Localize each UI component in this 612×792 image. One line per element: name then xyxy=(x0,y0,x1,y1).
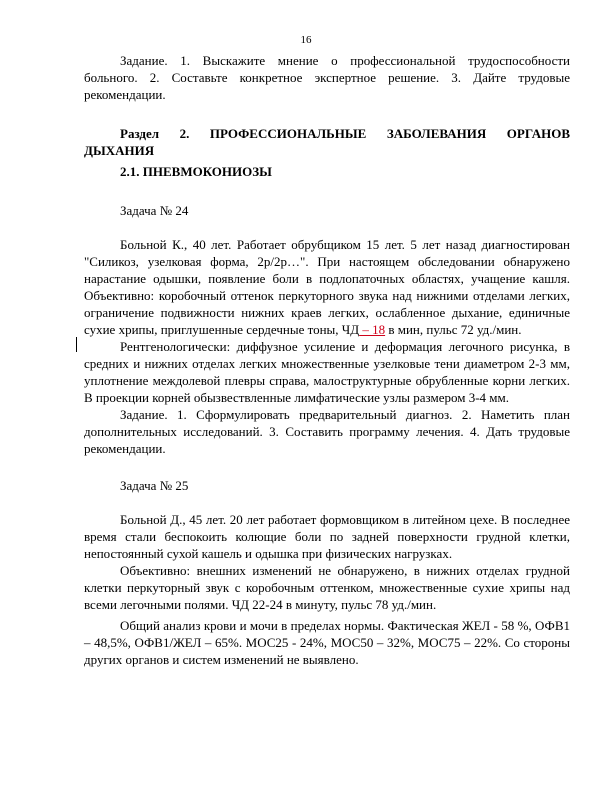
task-24-xray: Рентгенологически: диффузное усиление и деформация легочного рисунка, в средних и нижних отделах легких множественные узелковые тени диаметром 2-3 мм, уплотнение междолевой плевры справа, малоструктурные обрубленные корни легких. В проекции корней обызвествленные лимфатические узлы размером 3-4 мм. xyxy=(84,339,570,405)
task-25-exam: Объективно: внешних изменений не обнаружено, в нижних отделах грудной клетки перкуторный звук с коробочным оттенком, множественные сухие хрипы над всеми легочными полями. ЧД 22-24 в минуту, пульс 78 уд./мин. xyxy=(84,563,570,612)
page-number: 16 xyxy=(300,34,312,46)
section-heading xyxy=(84,125,570,180)
task-24-assignment: Задание. 1. Сформулировать предварительный диагноз. 2. Наметить план дополнительных исследований. 3. Составить программу лечения. 4. Дать трудовые рекомендации. xyxy=(84,407,570,456)
task-25-case: Больной Д., 45 лет. 20 лет работает формовщиком в литейном цехе. В последнее время стали беспокоить колющие боли по задней поверхности грудной клетки, непостоянный сухой кашель и одышка при физических нагрузках. xyxy=(84,512,570,561)
task-25-labs: Общий анализ крови и мочи в пределах нормы. Фактическая ЖЕЛ - 58 %, ОФВ1 – 48,5%, ОФВ1/ЖЕЛ – 65%. МОС25 - 24%, МОС50 – 32%, МОС75 – 22%. Со стороны других органов и систем изменений не выявлено. xyxy=(84,618,570,667)
intro-task: Задание. 1. Выскажите мнение о профессиональной трудоспособности больного. 2. Составьте конкретное экспертное решение. 3. Дайте трудовые рекомендации. xyxy=(84,53,570,102)
task-24-resp-rate-mark: – 18 xyxy=(359,322,386,337)
task-25 xyxy=(84,477,570,668)
subsection-title: 2.1. ПНЕВМОКОНИОЗЫ xyxy=(120,164,272,179)
text-cursor xyxy=(76,337,77,352)
task-25-title: Задача № 25 xyxy=(120,478,189,493)
task-24-title: Задача № 24 xyxy=(120,203,189,218)
section-title: Раздел 2. ПРОФЕССИОНАЛЬНЫЕ ЗАБОЛЕВАНИЯ ОРГАНОВ ДЫХАНИЯ xyxy=(84,126,570,158)
task-24-case-text: Больной К., 40 лет. Работает обрубщиком 15 лет. 5 лет назад диагностирован "Силикоз, узелковая форма, 2р/2р…". При настоящем обследовании обнаружено нарастание одышки, появление боли в подлопаточных областях, учащение кашля. Объективно: коробочный оттенок перкуторного звука над нижними отделами легких, ограничение подвижности нижних краев легких, ослабленное дыхание, единичные сухие хрипы, приглушенные сердечные тоны, ЧД xyxy=(84,237,570,337)
task-24-case xyxy=(84,236,570,338)
document-body xyxy=(84,52,570,668)
task-24-case-tail: в мин, пульс 72 уд./мин. xyxy=(385,322,522,337)
task-24 xyxy=(84,202,570,457)
